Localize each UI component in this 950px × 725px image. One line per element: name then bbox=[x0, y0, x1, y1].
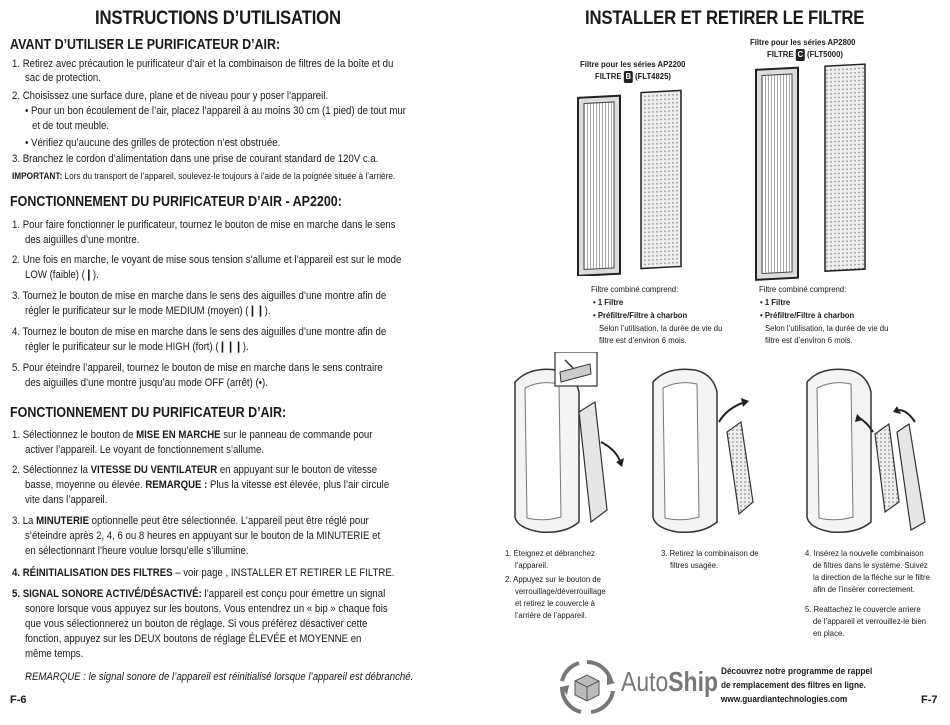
step-text: verrouillage/déverrouillage bbox=[515, 586, 606, 596]
arrow-icon bbox=[601, 442, 621, 464]
filter-b-kit-title: Filtre combiné comprend: bbox=[591, 284, 679, 294]
box-icon bbox=[575, 675, 599, 701]
autoship-recycle-icon bbox=[557, 657, 617, 717]
step-text: 3. Retirez la combinaison de bbox=[661, 548, 759, 558]
text-line: 3. La MINUTERIE optionnelle peut être sélectionnée. L’appareil peut être réglé pour bbox=[12, 515, 369, 527]
page-number: F-7 bbox=[921, 694, 938, 706]
step-text: de l’appareil et verrouillez-le bien bbox=[813, 616, 927, 626]
autoship-text: de remplacement des filtres en ligne. bbox=[721, 680, 866, 691]
inset-detail bbox=[555, 352, 597, 386]
text-line: sonore lorsque vous appuyez sur les boutons. Vous entendrez un « bip » chaque fois bbox=[25, 603, 388, 615]
arrow-icon bbox=[719, 402, 745, 422]
important-label: IMPORTANT: bbox=[12, 171, 63, 182]
filter-c-note: Selon l’utilisation, la durée de vie du bbox=[765, 323, 889, 333]
text-line: 1. Pour faire fonctionner le purificateur, tournez le bouton de mise en marche dans le sens bbox=[12, 219, 396, 231]
text-line: basse, moyenne ou élevée. REMARQUE : Plus la vitesse est élevée, plus l’air circule bbox=[25, 479, 390, 491]
filter-c-note: filtre est d’environ 6 mois. bbox=[765, 335, 853, 345]
important-text: Lors du transport de l’appareil, soulevez-le toujours à l’aide de la poignée située à l’arrière. bbox=[62, 171, 396, 182]
filter-c-illustration bbox=[753, 60, 893, 282]
step-text: 5. Reattachez le couvercle arriere bbox=[805, 604, 921, 614]
steps-illustration bbox=[495, 352, 940, 542]
text-line: vite dans l’appareil. bbox=[25, 494, 108, 506]
step-text: 2. Appuyez sur le bouton de bbox=[505, 574, 601, 584]
important-note bbox=[12, 171, 395, 184]
filter-c-item: • Préfiltre/Filtre à charbon bbox=[760, 310, 855, 320]
autoship-logo: AutoShip bbox=[621, 666, 718, 697]
filter-b-note: filtre est d’environ 6 mois. bbox=[599, 335, 687, 345]
filter-b-item: • 1 Filtre bbox=[593, 297, 624, 307]
page-number: F-6 bbox=[10, 694, 27, 706]
filter-b-label: FILTRE B (FLT4825) bbox=[595, 71, 671, 81]
step-text: 1. Éteignez et débranchez bbox=[505, 548, 595, 558]
filter-c-kit-title: Filtre combiné comprend: bbox=[759, 284, 847, 294]
text-line: 5. SIGNAL SONORE ACTIVÉ/DÉSACTIVÉ: l’appareil est conçu pour émettre un signal bbox=[12, 588, 386, 600]
purifier-unit-step3 bbox=[653, 369, 753, 532]
text-line: s’éteindre après 2, 4, 6 ou 8 heures en appuyant sur le bouton de la MINUTERIE et bbox=[25, 530, 381, 542]
filter-b-badge: B bbox=[625, 71, 632, 81]
text-line: 1. Sélectionnez le bouton de MISE EN MARCHE sur le panneau de commande pour bbox=[12, 429, 373, 441]
text-line: LOW (faible) (❙). bbox=[25, 269, 99, 281]
text-line: même temps. bbox=[25, 648, 84, 660]
text-line: 3. Branchez le cordon d’alimentation dans une prise de courant standard de 120V c.a. bbox=[12, 153, 379, 165]
prefilter-c bbox=[825, 64, 865, 271]
section-heading-before-use: AVANT D’UTILISER LE PURIFICATEUR D’AIR: bbox=[10, 37, 281, 53]
text-line: 2. Choisissez une surface dure, plane et de niveau pour y poser l’appareil. bbox=[12, 90, 329, 102]
arrow-icon bbox=[899, 410, 915, 422]
page-title: INSTALLER ET RETIRER LE FILTRE bbox=[585, 8, 865, 29]
filter-b-note: Selon l’utilisation, la durée de vie du bbox=[599, 323, 723, 333]
purifier-unit-step1 bbox=[515, 369, 607, 532]
step-text: de filtres dans le système. Suivez bbox=[813, 560, 928, 570]
text-line: et de tout meuble. bbox=[32, 120, 110, 132]
hepa-filter-c bbox=[756, 68, 798, 280]
right-page bbox=[475, 0, 950, 725]
text-line: des aiguilles d’une montre jusqu’au mode OFF (arrêt) (•). bbox=[25, 377, 268, 389]
filter-b-illustration bbox=[575, 86, 695, 276]
filter-c-badge: C bbox=[797, 49, 804, 59]
text-line: 4. Tournez le bouton de mise en marche dans le sens des aiguilles d’une montre afin de bbox=[12, 326, 387, 338]
remark-note: REMARQUE : le signal sonore de l’appareil est réinitialisé lorsque l’appareil est débranché. bbox=[25, 671, 414, 683]
hepa-filter-b bbox=[578, 96, 620, 276]
filter-c-label: FILTRE C (FLT5000) bbox=[767, 49, 843, 59]
section-heading-operation: FONCTIONNEMENT DU PURIFICATEUR D’AIR: bbox=[10, 405, 287, 421]
step-text: en place. bbox=[813, 628, 845, 638]
text-line: • Pour un bon écoulement de l’air, placez l’appareil à au moins 30 cm (1 pied) de tout mur bbox=[25, 105, 406, 117]
text-line: 2. Une fois en marche, le voyant de mise sous tension s’allume et l’appareil est sur le mode bbox=[12, 254, 402, 266]
autoship-link[interactable]: www.guardiantechnologies.com bbox=[721, 694, 848, 705]
step-text: filtres usagée. bbox=[670, 560, 719, 570]
text-line: en sélectionnant l’heure voulue lorsqu’elle s’illumine. bbox=[25, 545, 249, 557]
text-line: fonction, appuyez sur les DEUX boutons de réglage ÉLEVÉE et MOYENNE en bbox=[25, 633, 362, 645]
step-text: et retirez le couvercle à bbox=[515, 598, 595, 608]
text-line: 3. Tournez le bouton de mise en marche dans le sens des aiguilles d’une montre afin de bbox=[12, 290, 387, 302]
filter-b-series: Filtre pour les séries AP2200 bbox=[580, 59, 686, 69]
text-line: 4. RÉINITIALISATION DES FILTRES – voir page , INSTALLER ET RETIRER LE FILTRE. bbox=[12, 567, 395, 579]
step-text: afin de l’insérer correctement. bbox=[813, 584, 915, 594]
step-text: l’arrière de l’appareil. bbox=[515, 610, 587, 620]
prefilter-b bbox=[641, 90, 681, 268]
text-line: activer l’appareil. Le voyant de fonctionnement s’allume. bbox=[25, 444, 265, 456]
step-text: 4. Insérez la nouvelle combinaison bbox=[805, 548, 924, 558]
text-line: 1. Retirez avec précaution le purificateur d’air et la combinaison de filtres de la boîte et du bbox=[12, 58, 394, 70]
autoship-text: Découvrez notre programme de rappel bbox=[721, 666, 873, 677]
text-line: • Vérifiez qu’aucune des grilles de protection n’est obstruée. bbox=[25, 137, 281, 149]
filter-c-item: • 1 Filtre bbox=[760, 297, 791, 307]
text-line: sac de protection. bbox=[25, 72, 101, 84]
page-title: INSTRUCTIONS D’UTILISATION bbox=[95, 8, 341, 29]
purifier-unit-step4 bbox=[807, 369, 925, 532]
text-line: régler le purificateur sur le mode HIGH (fort) (❙❙❙). bbox=[25, 341, 249, 353]
filter-c-series: Filtre pour les séries AP2800 bbox=[750, 37, 856, 47]
section-heading-ap2200: FONCTIONNEMENT DU PURIFICATEUR D’AIR - AP2200: bbox=[10, 194, 342, 210]
step-text: l’appareil. bbox=[515, 560, 549, 570]
filter-b-item: • Préfiltre/Filtre à charbon bbox=[593, 310, 688, 320]
text-line: régler le purificateur sur le mode MEDIUM (moyen) (❙❙). bbox=[25, 305, 271, 317]
text-line: que vous sélectionnerez un bouton de réglage. Si vous préférez désactiver cette bbox=[25, 618, 368, 630]
step-text: la direction de la flèche sur le filtre bbox=[813, 572, 930, 582]
text-line: 5. Pour éteindre l’appareil, tournez le bouton de mise en marche dans le sens contraire bbox=[12, 362, 383, 374]
text-line: 2. Sélectionnez la VITESSE DU VENTILATEUR en appuyant sur le bouton de vitesse bbox=[12, 464, 378, 476]
text-line: des aiguilles d’une montre. bbox=[25, 234, 140, 246]
